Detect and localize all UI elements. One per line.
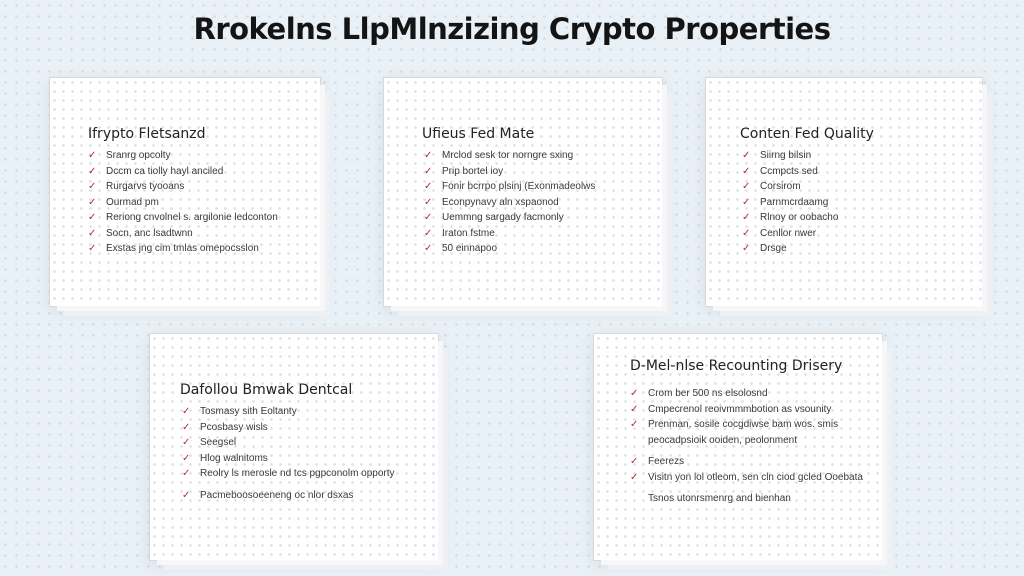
list-item	[424, 195, 652, 211]
list-item	[182, 404, 422, 420]
checkmark-icon: ✓	[630, 403, 639, 415]
checkmark-icon: ✓	[742, 243, 751, 254]
checkmark-icon: ✓	[424, 212, 433, 223]
list-item	[88, 195, 308, 211]
list-item	[630, 402, 870, 418]
list-item-label: Fonir bcrrpo plsinj (Exonmadeolws	[442, 181, 596, 192]
list-item	[182, 466, 422, 482]
card-title: Conten Fed Quality	[740, 126, 874, 142]
list-item-label: Reriong cnvolnel s. argilonie ledconton	[106, 212, 278, 223]
list-item	[88, 241, 308, 257]
list-item	[742, 164, 962, 180]
checkmark-icon: ✓	[88, 150, 97, 161]
checkmark-icon: ✓	[742, 212, 751, 223]
list-item	[630, 454, 870, 470]
checkmark-icon: ✓	[182, 452, 191, 464]
checkmark-icon: ✓	[88, 212, 97, 223]
list-item-label: Rlnoy or oobacho	[760, 212, 839, 223]
card-list	[88, 148, 308, 257]
list-item-label: Rurgarvs tyooans	[106, 181, 185, 192]
list-item	[424, 210, 652, 226]
list-item	[424, 164, 652, 180]
list-item-label: Ourmad pm	[106, 196, 159, 208]
checkmark-icon: ✓	[182, 421, 191, 433]
card-title: D-Mel-nlse Recounting Drisery	[630, 358, 843, 374]
list-item	[182, 451, 422, 467]
list-item-label: Sranrg opcolty	[106, 150, 171, 161]
list-item	[630, 470, 870, 486]
checkmark-icon: ✓	[742, 196, 751, 208]
list-item-label: Prenman, sosile cocgdiwse bam wos. smis peocadpsioik ooiden, peolonment	[648, 419, 839, 446]
list-item-label: Tosmasy sith Eoltanty	[200, 406, 297, 417]
list-item	[182, 488, 422, 504]
list-item	[630, 491, 870, 507]
list-item-label: Econpynavy aln xspaonod	[442, 196, 559, 208]
checkmark-icon: ✓	[88, 181, 97, 192]
checkmark-icon: ✓	[424, 243, 433, 254]
list-item	[742, 241, 962, 257]
list-item-label: Mrclod sesk tor norngre sxing	[442, 150, 574, 161]
list-item	[88, 179, 308, 195]
checkmark-icon: ✓	[630, 419, 639, 430]
list-item	[742, 195, 962, 211]
list-item	[88, 226, 308, 242]
list-item-label: Corsirom	[760, 181, 801, 192]
checkmark-icon: ✓	[424, 150, 433, 161]
checkmark-icon: ✓	[182, 468, 191, 479]
checkmark-icon: ✓	[424, 227, 433, 239]
list-item-label: Pcosbasy wisls	[200, 421, 268, 433]
card-conten-fed-quality	[706, 78, 982, 306]
list-item	[742, 148, 962, 164]
list-item	[424, 179, 652, 195]
list-item-label: Pacmeboosoeeneng oc nlor dsxas	[200, 489, 354, 501]
checkmark-icon: ✓	[88, 227, 97, 239]
list-item-label: Ccmpcts sed	[760, 165, 818, 177]
checkmark-icon: ✓	[742, 150, 751, 161]
checkmark-icon: ✓	[88, 243, 97, 254]
list-item	[182, 420, 422, 436]
list-item	[630, 417, 870, 448]
list-item-label: Uemmng sargady facmonly	[442, 212, 564, 223]
checkmark-icon: ✓	[742, 165, 751, 177]
list-item-label: Seegsel	[200, 437, 237, 448]
checkmark-icon: ✓	[630, 388, 639, 399]
list-item-label: 50 einnapoo	[442, 243, 498, 254]
checkmark-icon: ✓	[424, 196, 433, 208]
list-item-label: Crom ber 500 ns elsolosnd	[648, 388, 768, 399]
card-d-mel-nlse-recounting-drisery	[594, 334, 882, 560]
list-item	[88, 164, 308, 180]
list-item	[742, 210, 962, 226]
checkmark-icon: ✓	[88, 165, 97, 177]
list-item	[630, 386, 870, 402]
list-item	[88, 210, 308, 226]
list-item-label: Siirng bilsin	[760, 150, 812, 161]
checkmark-icon: ✓	[182, 406, 191, 417]
list-item	[742, 179, 962, 195]
checkmark-icon: ✓	[630, 471, 639, 483]
card-list	[182, 404, 422, 503]
checkmark-icon: ✓	[742, 181, 751, 192]
checkmark-icon: ✓	[182, 489, 191, 501]
checkmark-icon: ✓	[630, 456, 639, 467]
list-item	[88, 148, 308, 164]
list-item-label: Reolry ls merosle nd tcs pgpconolm opporty	[200, 468, 395, 479]
list-item	[742, 226, 962, 242]
card-title: Ufieus Fed Mate	[422, 126, 535, 142]
checkmark-icon: ✓	[88, 196, 97, 208]
list-item-label: Feerezs	[648, 456, 685, 467]
checkmark-icon: ✓	[424, 165, 433, 177]
list-item-label: Cmpecrenol reoivmmmbotion as vsounity	[648, 403, 832, 415]
list-item-label: Parnmcrdaamg	[760, 196, 829, 208]
list-item	[424, 226, 652, 242]
card-list	[424, 148, 652, 257]
list-item	[424, 241, 652, 257]
list-item-label: Cenllor nwer	[760, 227, 817, 239]
card-title: Ifrypto Fletsanzd	[88, 126, 206, 142]
list-item-label: Visitn yon lol otleom, sen cln ciod gcled Ooebata	[648, 471, 863, 483]
list-item	[182, 435, 422, 451]
card-list	[630, 386, 870, 507]
list-item-label: Hlog walnitoms	[200, 452, 268, 464]
list-item-label: Exstas jng cim tmlas omepocsslon	[106, 243, 259, 254]
card-title: Dafollou Bmwak Dentcal	[180, 382, 353, 398]
card-dafollou-bmwak-dentcal	[150, 334, 438, 560]
list-item-label: Tsnos utonrsmenrg and bienhan	[648, 493, 791, 504]
checkmark-icon: ✓	[182, 437, 191, 448]
list-item-label: Iraton fstme	[442, 227, 495, 239]
checkmark-icon: ✓	[742, 227, 751, 239]
checkmark-icon: ✓	[424, 181, 433, 192]
list-item-label: Dccm ca tiolly hayl anciled	[106, 165, 224, 177]
list-item-label: Socn, anc lsadtwnn	[106, 227, 193, 239]
list-item	[424, 148, 652, 164]
card-ufieus-fed-mate	[384, 78, 662, 306]
card-crypto-fletsanzd	[50, 78, 320, 306]
card-list	[742, 148, 962, 257]
list-item-label: Prip bortel ioy	[442, 165, 504, 177]
list-item-label: Drsge	[760, 243, 787, 254]
page-title: Rrokelns LlpMlnzizing Crypto Properties	[193, 12, 831, 46]
